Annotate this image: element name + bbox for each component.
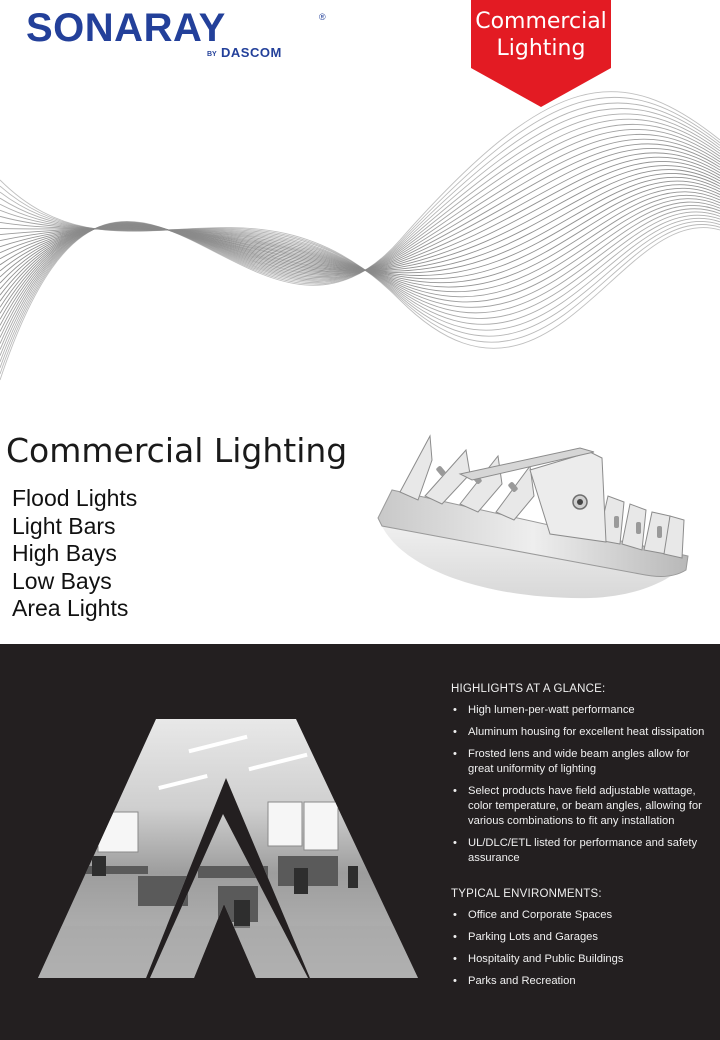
wave-line [0, 180, 720, 348]
environment-item: • Hospitality and Public Buildings [451, 952, 713, 967]
wave-line [0, 204, 720, 324]
wave-line [0, 195, 720, 292]
highlights-heading: HIGHLIGHTS AT A GLANCE: [451, 683, 606, 695]
product-item: Area Lights [12, 595, 129, 621]
brand-name: SONARAY [26, 6, 226, 50]
wave-line [0, 186, 720, 342]
highlight-item: • High lumen-per-watt performance [451, 703, 713, 718]
highlight-item: • Select products have field adjustable wattage, color temperature, or beam angles, allowing for various combinations to fit any installation [451, 784, 713, 829]
product-item: Flood Lights [12, 485, 138, 511]
product-item: Light Bars [12, 512, 116, 539]
wave-line [0, 185, 720, 279]
wave-line [0, 205, 720, 307]
product-item: High Bays [12, 540, 117, 566]
wave-line [0, 92, 720, 380]
registered-mark: ® [319, 12, 326, 22]
wave-line [0, 134, 720, 331]
brand-company: DASCOM [221, 45, 282, 60]
highlight-item: • Frosted lens and wide beam angles allow for great uniformity of lighting [451, 747, 713, 777]
environments-heading: TYPICAL ENVIRONMENTS: [451, 888, 602, 900]
wave-line [0, 144, 720, 320]
highlight-item: • UL/DLC/ETL listed for performance and safety assurance [451, 836, 713, 866]
environment-item: • Office and Corporate Spaces [451, 908, 713, 923]
wave-line [0, 124, 720, 343]
product-list [12, 485, 137, 623]
wave-line [0, 148, 720, 313]
wave-line [0, 97, 720, 374]
info-column [451, 683, 713, 996]
badge-line-1: Commercial [475, 9, 607, 34]
brand-by: BY [207, 51, 217, 58]
badge-line-2: Lighting [496, 36, 586, 61]
product-item: Low Bays [12, 567, 112, 594]
environments-list [451, 908, 713, 989]
decorative-wave-lines [0, 80, 720, 425]
wave-line [0, 192, 720, 336]
office-a-mark-image [38, 716, 418, 978]
light-fixture-image [370, 430, 700, 610]
wave-line [0, 199, 720, 297]
environment-item: • Parks and Recreation [451, 974, 713, 989]
brand-logo [26, 8, 336, 68]
environment-item: • Parking Lots and Garages [451, 930, 713, 945]
page-title: Commercial Lighting [6, 431, 348, 470]
highlight-item: • Aluminum housing for excellent heat dissipation [451, 725, 713, 740]
highlights-list [451, 703, 713, 866]
wave-line [0, 139, 720, 325]
